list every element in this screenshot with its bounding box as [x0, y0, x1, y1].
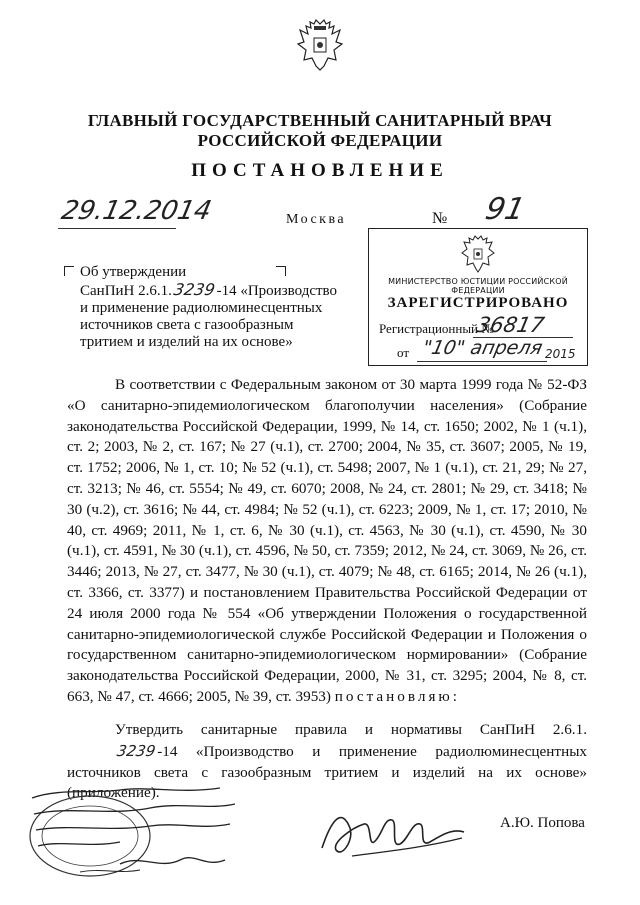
issuer-line-2: РОССИЙСКОЙ ФЕДЕРАЦИИ [197, 131, 443, 150]
number-label: № [432, 210, 448, 227]
certification-stamp-image [20, 780, 250, 880]
subject-block [80, 264, 338, 351]
decree-word: постановляю: [334, 687, 460, 705]
stamp-reg-date: "10" апреля [420, 337, 545, 359]
stamp-date-underline [417, 361, 547, 362]
stamp-emblem-icon [461, 235, 495, 273]
stamp-registered: ЗАРЕГИСТРИРОВАНО [387, 295, 569, 311]
issuer-line-1: ГЛАВНЫЙ ГОСУДАРСТВЕННЫЙ САНИТАРНЫЙ ВРАЧ [87, 111, 553, 130]
preamble-paragraph: В соответствии с Федеральным законом от 30 марта 1999 года № 52-ФЗ «О санитарно-эпидемиологическом благополучии населения» (Собрание законодательства Российской Федерации, 1999, № 14, ст. 1650; 2002, № 1 (ч.1), ст. 2; 2003, № 2, ст. 167; № 27 (ч.1), ст. 2700; 2004, № 35, ст. 3607; 2005, № 19, ст. 1752; 2006, № 1, ст. 10; № 52 (ч.1), ст. 5498; 2007, № 1 (ч.1), ст. 21, 29; № 27, ст. 3213; № 46, ст. 5554; № 49, ст. 6070; 2008, № 24, ст. 2801; № 29, ст. 3418; № 30 (ч.2), ст. 3616; № 44, ст. 4984; № 52 (ч.1), ст. 6223; 2009, № 1, ст. 17; 2010, № 40, ст. 4969; 2011, № 1, ст. 6, № 30 (ч.1), ст. 4563, № 30 (ч.1), ст. 4590, № 30 (ч.1), ст. 4591, № 30 (ч.1), ст. 4596, № 50, ст. 7359; 2012, № 24, ст. 3069, № 26, ст. 3446; 2013, № 27, ст. 3477, № 30 (ч.1), ст. 4079; № 48, ст. 6165; 2014, № 26 (ч.1), ст. 3366, ст. 3377) и постановлением Правительства Российской Федерации от 24 июля 2000 года № 554 «Об утверждении Положения о государственной санитарно-эпидемиологической службе Российской Федерации и Положения о государственном санитарно-эпидемиологическом нормировании» (Собрание законодательства Российской Федерации, 2000, № 31, ст. 3295; 2004, № 8, ст. 663, № 47, ст. 4666; 2005, № 39, ст. 3953) [67, 376, 587, 705]
subject-line-5: тритием и изделий на их основе» [80, 334, 293, 350]
resolution-prefix: Утвердить санитарные правила и нормативы СанПиН 2.6.1. [115, 721, 587, 738]
subject-line-2-prefix: СанПиН 2.6.1. [80, 283, 172, 299]
subject-corner-left [64, 266, 74, 276]
subject-line-2-suffix: -14 «Производство [216, 283, 338, 299]
stamp-reg-number-label: Регистрационный № [379, 321, 494, 336]
subject-line-2 [80, 280, 338, 300]
document-type-title: ПОСТАНОВЛЕНИЕ [191, 160, 449, 181]
stamp-reg-year: 2015 [545, 347, 576, 361]
preamble-text [67, 375, 587, 708]
registration-stamp [368, 228, 588, 366]
subject-line-1: Об утверждении [80, 264, 187, 280]
city-label: Москва [286, 212, 347, 227]
subject-line-3: и применение радиолюминесцентных [80, 300, 323, 316]
resolution-handwritten-number: 3239 [115, 741, 157, 760]
date-underline [58, 228, 176, 229]
subject-line-4: источников света с газообразным [80, 317, 294, 333]
stamp-ministry: МИНИСТЕРСТВО ЮСТИЦИИ РОССИЙСКОЙ ФЕДЕРАЦИИ [388, 277, 568, 295]
signer-name: А.Ю. Попова [500, 815, 585, 831]
stamp-from-label: от [397, 345, 410, 360]
handwritten-number: 91 [482, 192, 528, 227]
handwritten-date: 29.12.2014 [58, 196, 215, 226]
signature-image [312, 798, 472, 868]
subject-handwritten-number: 3239 [172, 280, 217, 299]
issuer-heading [0, 111, 640, 151]
resolution-suffix: -14 «Производство и применение радиолюминесцентных источников света с газообразным тритием и изделий на их основе» (приложение). [67, 742, 587, 802]
coat-of-arms-emblem [296, 18, 344, 72]
stamp-reg-number: 36817 [474, 313, 547, 337]
